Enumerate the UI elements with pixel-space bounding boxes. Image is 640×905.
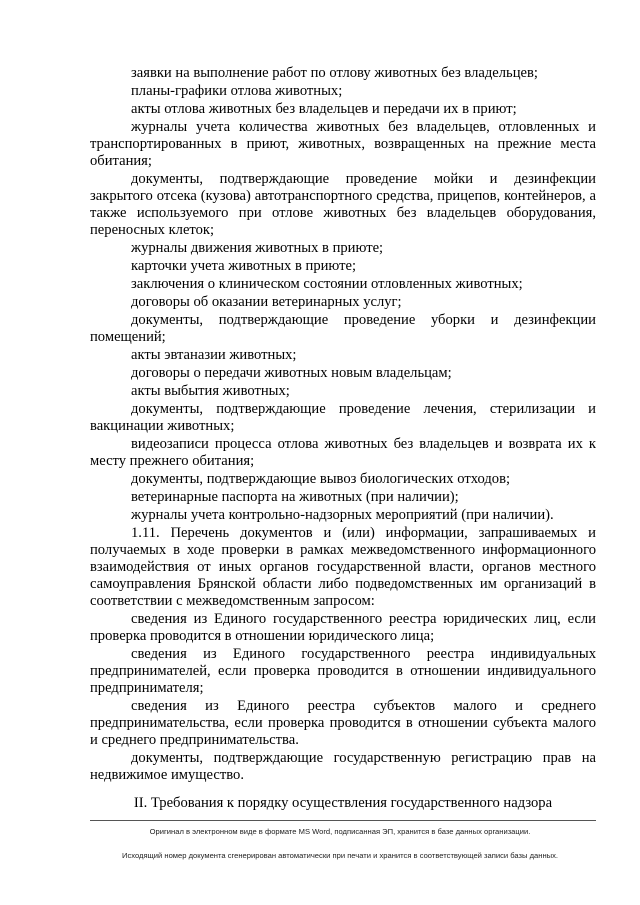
paragraph: документы, подтверждающие вывоз биологических отходов;	[131, 471, 511, 487]
paragraph: журналы учета контрольно-надзорных мероприятий (при наличии).	[131, 507, 554, 523]
paragraph: сведения из Единого реестра субъектов малого и среднего предпринимательства, если проверка проводится в отношении субъекта малого и среднего предпринимательства.	[90, 698, 596, 748]
document-body	[90, 65, 596, 785]
paragraph: сведения из Единого государственного реестра индивидуальных предпринимателей, если проверка проводится в отношении индивидуального предпринимателя;	[90, 646, 596, 696]
paragraph: 1.11. Перечень документов и (или) информации, запрашиваемых и получаемых в ходе проверки в рамках межведомственного информационного взаимодействия от иных органов государственной власти, органов местного самоуправления Брянской области либо подведомственных им организаций в соответствии с межведомственным запросом:	[90, 525, 596, 609]
paragraph: планы-графики отлова животных;	[131, 83, 343, 99]
paragraph: ветеринарные паспорта на животных (при наличии);	[131, 489, 459, 505]
paragraph: журналы движения животных в приюте;	[131, 240, 384, 256]
paragraph: договоры об оказании ветеринарных услуг;	[131, 294, 402, 310]
paragraph: документы, подтверждающие проведение лечения, стерилизации и вакцинации животных;	[90, 401, 596, 434]
paragraph: документы, подтверждающие проведение мойки и дезинфекции закрытого отсека (кузова) автотранспортного средства, прицепов, контейнеров, а также используемого при отлове животных без владельцев оборудования, переносных клеток;	[90, 171, 596, 238]
paragraph: акты эвтаназии животных;	[131, 347, 297, 363]
footer-note-number: Исходящий номер документа сгенерирован автоматически при печати и хранится в соответствующей записи базы данных.	[121, 851, 558, 860]
section-heading: II. Требования к порядку осуществления государственного надзора	[133, 795, 553, 811]
paragraph: договоры о передачи животных новым владельцам;	[131, 365, 452, 381]
paragraph: заявки на выполнение работ по отлову животных без владельцев;	[131, 65, 538, 81]
paragraph: документы, подтверждающие государственную регистрацию прав на недвижимое имущество.	[90, 750, 596, 783]
paragraph: журналы учета количества животных без владельцев, отловленных и транспортированных в приют, животных, возвращенных на прежние места обитания;	[90, 119, 596, 169]
footer-divider	[90, 820, 596, 821]
paragraph: карточки учета животных в приюте;	[131, 258, 357, 274]
footer-note-original: Оригинал в электронном виде в формате MS Word, подписанная ЭП, хранится в базе данных организации.	[149, 827, 531, 836]
paragraph: заключения о клиническом состоянии отловленных животных;	[131, 276, 523, 292]
paragraph: документы, подтверждающие проведение уборки и дезинфекции помещений;	[90, 312, 596, 345]
paragraph: видеозаписи процесса отлова животных без владельцев и возврата их к месту прежнего обитания;	[90, 436, 596, 469]
paragraph: акты выбытия животных;	[131, 383, 290, 399]
paragraph: сведения из Единого государственного реестра юридических лиц, если проверка проводится в отношении юридического лица;	[90, 611, 596, 644]
paragraph: акты отлова животных без владельцев и передачи их в приют;	[131, 101, 517, 117]
